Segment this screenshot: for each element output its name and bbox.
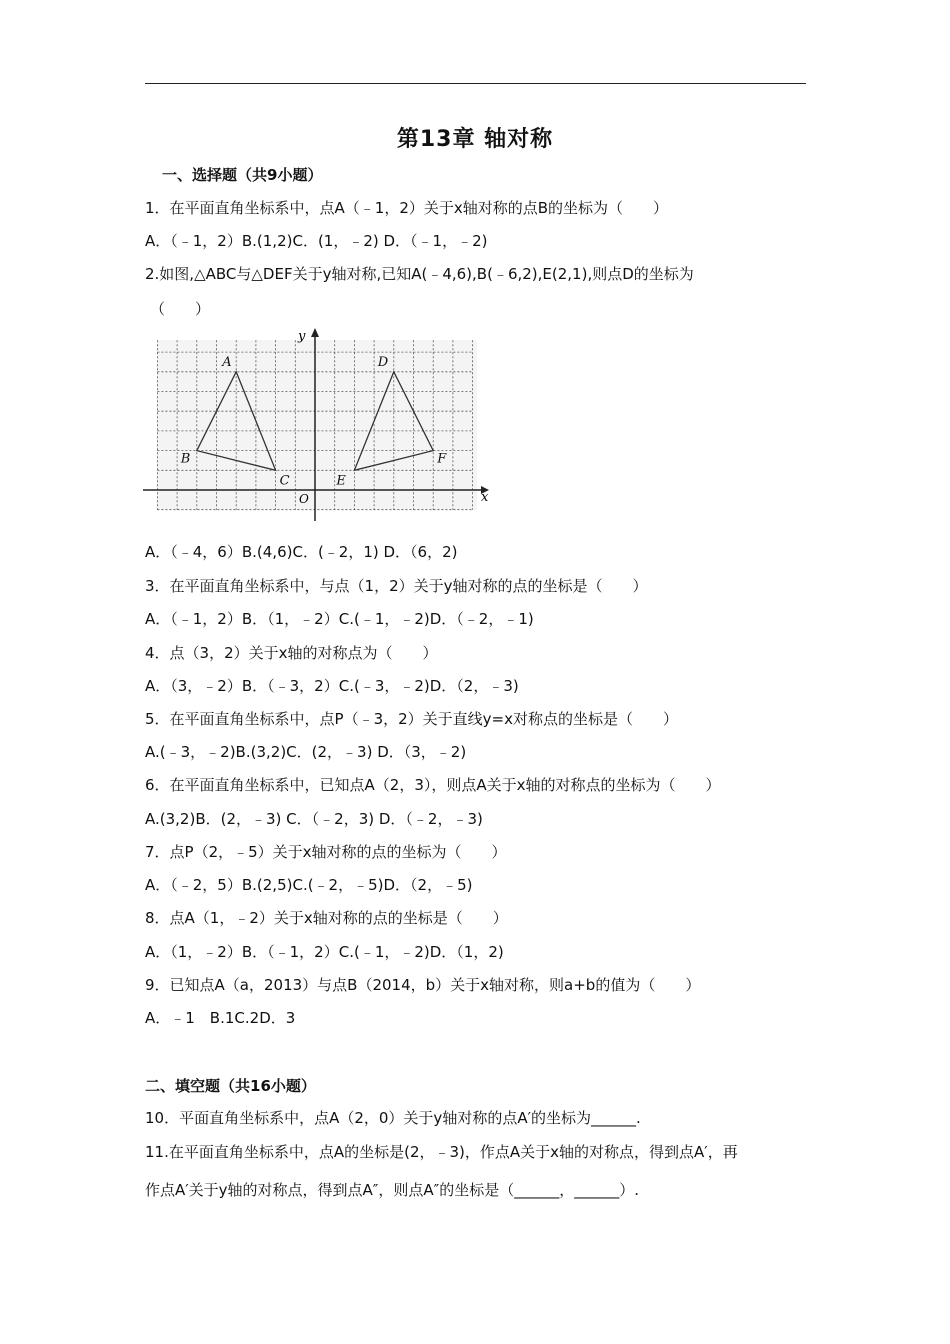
grid-figure	[143, 325, 493, 523]
question-4-options: A．（3，﹣2）B．（﹣3，2）C.(﹣3，﹣2)D．（2，﹣3)	[145, 677, 519, 695]
question-5-options: A.(﹣3，﹣2)B.(3,2)C．(2，﹣3) D．（3，﹣2)	[145, 743, 467, 761]
question-6-options: A.(3,2)B．(2，﹣3) C．（﹣2，3) D．（﹣2，﹣3)	[145, 810, 483, 828]
point-label-c: C	[279, 473, 290, 489]
section-choice-title: 一、选择题（共9小题）	[162, 166, 323, 184]
chapter-title: 第13章 轴对称	[396, 127, 554, 152]
question-1-options: A．（﹣1，2）B.(1,2)C．(1，﹣2) D．（﹣1，﹣2)	[145, 232, 488, 250]
question-6-stem: 6．在平面直角坐标系中，已知点A（2，3），则点A关于x轴的对称点的坐标为（ ）	[145, 776, 721, 794]
question-3-stem: 3．在平面直角坐标系中，与点（1，2）关于y轴对称的点的坐标是（ ）	[145, 577, 648, 595]
question-9-stem: 9．已知点A（a，2013）与点B（2014，b）关于x轴对称，则a+b的值为（ ）	[145, 976, 701, 994]
section-fill-title: 二、填空题（共16小题）	[145, 1077, 316, 1095]
header-rule	[145, 83, 806, 84]
question-7-options: A．（﹣2，5）B.(2,5)C.(﹣2，﹣5)D．（2，﹣5)	[145, 876, 473, 894]
point-label-a: A	[222, 354, 232, 370]
point-label-d: D	[377, 354, 389, 370]
question-4-stem: 4．点（3，2）关于x轴的对称点为（ ）	[145, 644, 438, 662]
origin-label: O	[299, 492, 309, 506]
point-label-e: E	[336, 473, 346, 489]
grid-background	[157, 340, 477, 510]
question-7-stem: 7．点P（2，﹣5）关于x轴对称的点的坐标为（ ）	[145, 843, 507, 861]
point-label-f: F	[437, 451, 447, 467]
question-8-options: A．（1，﹣2）B．（﹣1，2）C.(﹣1，﹣2)D．（1，2)	[145, 943, 504, 961]
question-11: 11.在平面直角坐标系中，点A的坐标是(2，﹣3)，作点A关于x轴的对称点，得到点A′，再	[145, 1143, 738, 1161]
x-axis-label: x	[481, 490, 489, 505]
question-2-options: A．（﹣4，6）B.(4,6)C．(﹣2，1) D．（6，2)	[145, 543, 458, 561]
question-2-stem: 2.如图,△ABC与△DEF关于y轴对称,已知A(﹣4,6),B(﹣6,2),E(2,1),则点D的坐标为	[145, 265, 694, 283]
y-axis-arrow	[311, 328, 319, 337]
y-axis-label: y	[298, 329, 306, 344]
question-9-options: A．﹣1 B.1C.2D．3	[145, 1009, 296, 1027]
question-5-stem: 5．在平面直角坐标系中，点P（﹣3，2）关于直线y=x对称点的坐标是（ ）	[145, 710, 679, 728]
question-8-stem: 8．点A（1，﹣2）关于x轴对称的点的坐标是（ ）	[145, 909, 508, 927]
question-3-options: A．（﹣1，2）B．（1，﹣2）C.(﹣1，﹣2)D．（﹣2，﹣1)	[145, 610, 534, 628]
question-11-cont: 作点A′关于y轴的对称点，得到点A″，则点A″的坐标是（______，______）.	[145, 1181, 640, 1199]
question-2-stem-cont: （ ）	[150, 300, 211, 318]
point-label-b: B	[180, 451, 191, 467]
question-10: 10．平面直角坐标系中，点A（2，0）关于y轴对称的点A′的坐标为______.	[145, 1109, 641, 1127]
question-1-stem: 1．在平面直角坐标系中，点A（﹣1，2）关于x轴对称的点B的坐标为（ ）	[145, 199, 669, 217]
